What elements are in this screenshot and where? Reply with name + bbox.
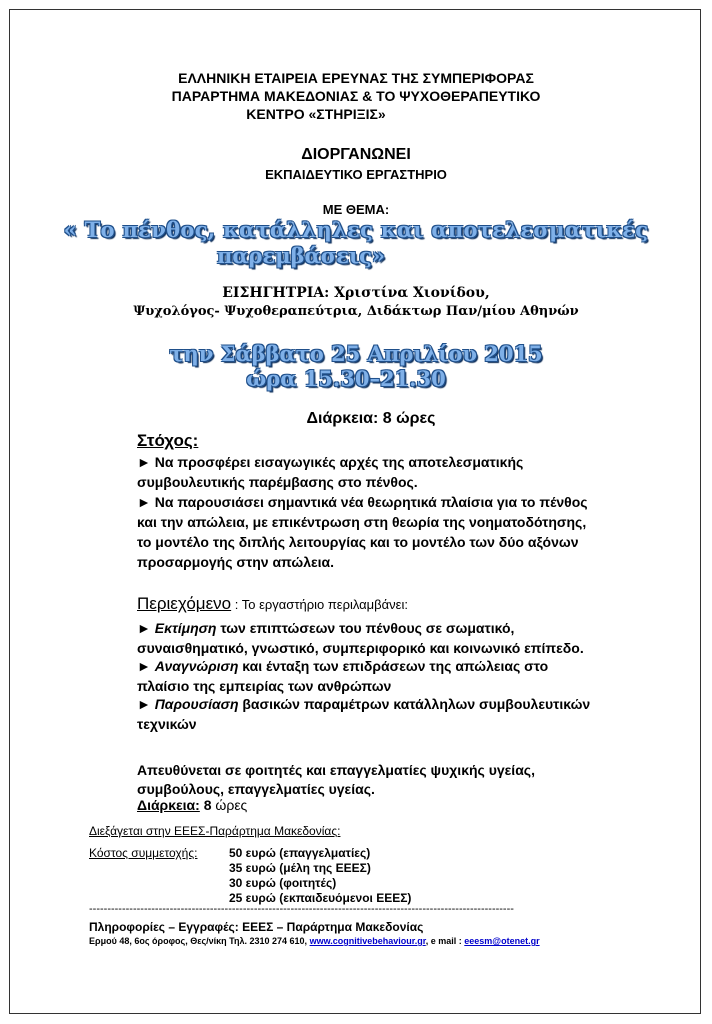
goal-line-5: το μοντέλο της διπλής λειτουργίας και το μοντέλο των δύο αξόνων [137,534,579,550]
content-item-2-text: και ένταξη των επιδράσεων της απώλειας στο [238,658,549,674]
org-line-1: ΕΛΛΗΝΙΚΗ ΕΤΑΙΡΕΙΑ ΕΡΕΥΝΑΣ ΤΗΣ ΣΥΜΠΕΡΙΦΟΡΑΣ [178,70,534,86]
theme-title-line-1: « Το πένθος, κατάλληλες και αποτελεσματικές [63,217,649,242]
audience-line-2: συμβούλους, επαγγελματίες υγείας. [137,781,375,797]
footer-contact [89,936,540,946]
duration-main: Διάρκεια: 8 ώρες [306,410,436,427]
footer-info: Πληροφορίες – Εγγραφές: ΕΕΕΣ – Παράρτημα Μακεδονίας [89,920,424,934]
content-heading: Περιεχόμενο [137,594,232,613]
bullet-icon: ► [137,658,155,674]
content-item-3-em: Παρουσίαση [154,696,239,712]
mail-label: , e mail : [425,936,465,946]
cost-label: Κόστος συμμετοχής: [89,846,198,860]
speaker-name: ΕΙΣΗΓΗΤΡΙΑ: Χριστίνα Χιονίδου, [222,285,490,301]
goal-line-4: και την απώλεια, με επικέντρωση στη θεωρία της νοηματοδότησης, [137,514,587,530]
website-link[interactable]: www.cognitivebehaviour.gr [309,936,426,946]
cost-item-4: 25 ευρώ (εκπαιδευόμενοι ΕΕΕΣ) [229,891,412,905]
goal-line-2: συμβουλευτικής παρέμβασης στο πένθος. [137,474,418,490]
goal-heading: Στόχος: [137,431,199,450]
venue: Διεξάγεται στην ΕΕΕΣ-Παράρτημα Μακεδονίας: [89,824,341,838]
content-item-2 [137,656,548,676]
content-item-3-line-2: τεχνικών [137,716,197,732]
event-time: ώρα 15.30–21.30 [246,366,446,391]
cost-item-3: 30 ευρώ (φοιτητές) [229,876,337,890]
theme-label: ΜΕ ΘΕΜΑ: [322,202,390,217]
content-heading-row [137,594,408,614]
separator: -------------------------------------------------------------------------------------------------------------------- [89,903,514,915]
content-item-1-text: των επιπτώσεων του πένθους σε σωματικό, [216,620,515,636]
event-date: την Σάββατο 25 Απριλίου 2015 [169,341,543,366]
content-item-3-text: βασικών παραμέτρων κατάλληλων συμβουλευτικών [238,696,591,712]
speaker-credentials: Ψυχολόγος- Ψυχοθεραπεύτρια, Διδάκτωρ Παν/μίου Αθηνών [133,304,579,319]
audience-line-1: Απευθύνεται σε φοιτητές και επαγγελματίες ψυχικής υγείας, [137,762,535,778]
content-item-1-line-2: συναισθηματικό, γνωστικό, συμπεριφορικό και κοινωνικό επίπεδο. [137,640,584,656]
org-line-3: ΚΕΝΤΡΟ «ΣΤΗΡΙΞΙΣ» [246,106,386,122]
goal-line-3: ► Να παρουσιάσει σημαντικά νέα θεωρητικά πλαίσια για το πένθος [137,494,588,510]
footer-address: Ερμού 48, 6ος όροφος, Θες/νίκη Τηλ. 2310 274 610, [89,936,310,946]
bullet-icon: ► [137,620,155,636]
duration-secondary [137,797,247,813]
goal-line-6: προσαρμογής στην απώλεια. [137,554,335,570]
theme-title-line-2: παρεμβάσεις» [216,243,386,268]
duration-secondary-label: Διάρκεια: [137,797,200,813]
content-item-2-line-2: πλαίσιο της εμπειρίας των ανθρώπων [137,678,392,694]
content-item-2-em: Αναγνώριση [154,658,239,674]
cost-item-1: 50 ευρώ (επαγγελματίες) [229,846,371,860]
duration-secondary-unit: ώρες [211,797,248,813]
workshop-heading: ΕΚΠΑΙΔΕΥΤΙΚΟ ΕΡΓΑΣΤΗΡΙΟ [265,167,447,182]
content-intro: : Το εργαστήριο περιλαμβάνει: [231,597,408,612]
content-item-1 [137,618,514,638]
email-link[interactable]: eeesm@otenet.gr [464,936,540,946]
bullet-icon: ► [137,696,155,712]
content-item-1-em: Εκτίμηση [154,620,217,636]
goal-line-1: ► Να προσφέρει εισαγωγικές αρχές της αποτελεσματικής [137,454,524,470]
org-line-2: ΠΑΡΑΡΤΗΜΑ ΜΑΚΕΔΟΝΙΑΣ & ΤΟ ΨΥΧΟΘΕΡΑΠΕΥΤΙΚΟ [171,88,541,104]
cost-item-2: 35 ευρώ (μέλη της ΕΕΕΣ) [229,861,371,875]
duration-secondary-value: 8 [199,797,212,813]
organizes-heading: ΔΙΟΡΓΑΝΩΝΕΙ [301,146,411,163]
content-item-3 [137,694,590,714]
